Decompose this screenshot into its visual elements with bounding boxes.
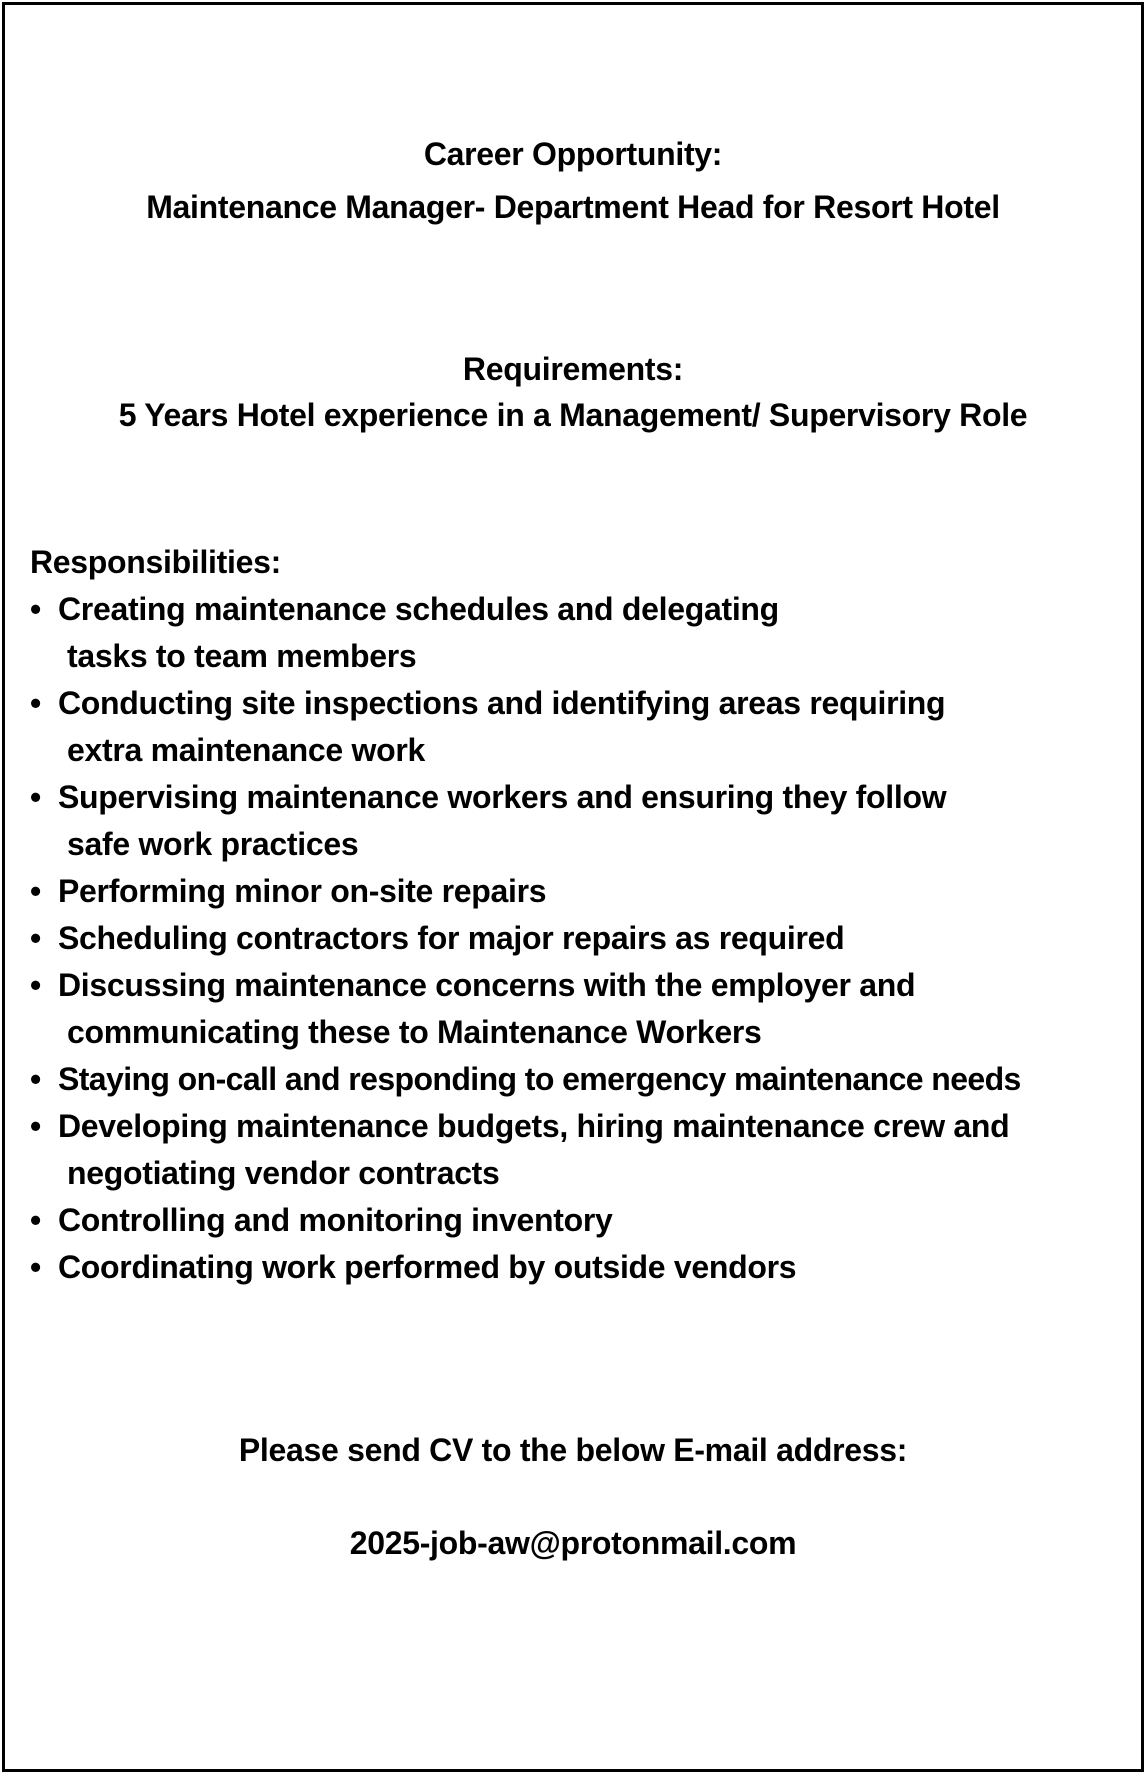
requirements-heading: Requirements: — [462, 351, 684, 387]
list-item: • Staying on-call and responding to emergency maintenance needs — [30, 1061, 1021, 1097]
list-item: • Creating maintenance schedules and delegating — [30, 591, 779, 627]
list-item: • Discussing maintenance concerns with the employer and — [30, 967, 916, 1003]
responsibilities-heading: Responsibilities: — [30, 544, 281, 580]
list-item: • Coordinating work performed by outside vendors — [30, 1249, 797, 1285]
list-item-continuation: extra maintenance work — [67, 732, 425, 768]
list-item: • Scheduling contractors for major repairs as required — [30, 920, 845, 956]
contact-email: 2025-job-aw@protonmail.com — [349, 1525, 797, 1561]
list-item-continuation: communicating these to Maintenance Workers — [67, 1014, 762, 1050]
title-line-2: Maintenance Manager- Department Head for Resort Hotel — [146, 189, 1000, 225]
list-item: • Conducting site inspections and identifying areas requiring — [30, 685, 946, 721]
list-item-continuation: safe work practices — [67, 826, 359, 862]
requirements-text: 5 Years Hotel experience in a Management/ Supervisory Role — [118, 397, 1028, 433]
list-item-continuation: negotiating vendor contracts — [67, 1155, 500, 1191]
list-item: • Performing minor on-site repairs — [30, 873, 547, 909]
contact-instruction: Please send CV to the below E-mail address: — [238, 1432, 908, 1468]
list-item: • Supervising maintenance workers and ensuring they follow — [30, 779, 947, 815]
list-item: • Controlling and monitoring inventory — [30, 1202, 613, 1238]
job-posting-document — [2, 2, 1144, 1772]
title-line-1: Career Opportunity: — [423, 136, 723, 172]
list-item: • Developing maintenance budgets, hiring maintenance crew and — [30, 1108, 1010, 1144]
list-item-continuation: tasks to team members — [67, 638, 417, 674]
